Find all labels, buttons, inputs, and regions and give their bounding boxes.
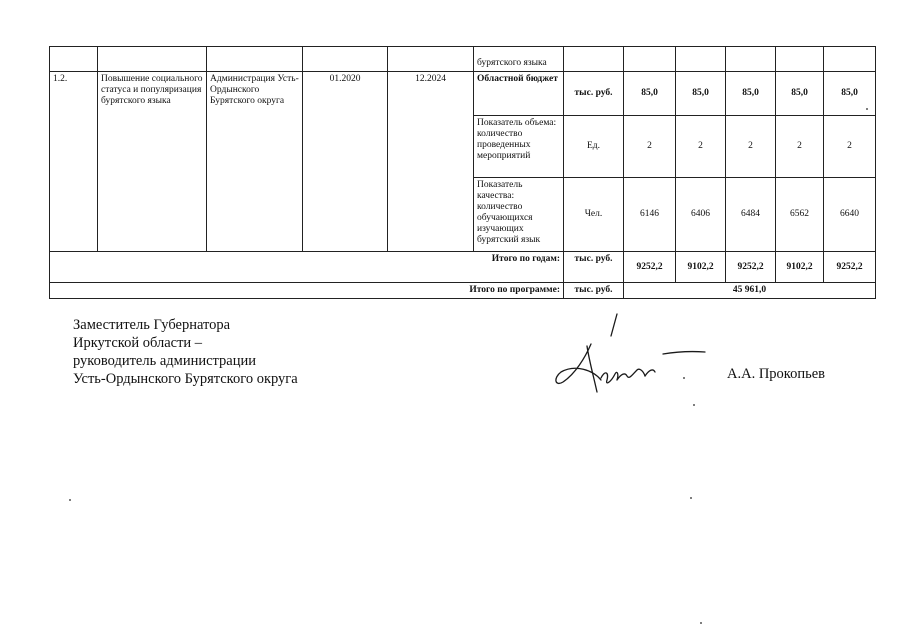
value-cell: 6484 [726,178,776,252]
row-number: 1.2. [50,72,98,252]
signatory-line: Усть-Ордынского Бурятского округа [73,371,298,387]
value-cell: 2 [726,116,776,178]
signatory-line: руководитель администрации [73,353,257,369]
table-row [50,47,876,72]
table-cell [564,47,624,72]
value-cell: 2 [624,116,676,178]
value-cell: 2 [676,116,726,178]
scan-speck [69,499,71,501]
scan-speck [690,497,692,499]
value-cell: 6562 [776,178,824,252]
table-row [50,72,876,116]
unit-cell: тыс. руб. [564,252,624,283]
value-cell: 9252,2 [726,252,776,283]
value-cell: 2 [776,116,824,178]
value-cell: 85,0 [776,72,824,116]
scan-speck [700,622,702,624]
table-row [50,283,876,299]
unit-cell: тыс. руб. [564,72,624,116]
signatory-name: А.А. Прокопьев [727,366,826,382]
value-cell: 85,0 [676,72,726,116]
unit-cell: тыс. руб. [564,283,624,299]
program-table [49,46,876,299]
start-date: 01.2020 [303,72,388,252]
signatory-line: Иркутской области – [73,335,203,351]
value-cell: 2 [824,116,876,178]
value-cell: 85,0 [726,72,776,116]
table-cell [207,47,303,72]
end-date: 12.2024 [388,72,474,252]
table-cell [50,47,98,72]
table-cell [388,47,474,72]
value-cell: 85,0 [824,72,876,116]
table-cell [676,47,726,72]
table-cell [776,47,824,72]
table-cell [624,47,676,72]
total-program-value: 45 961,0 [624,283,876,299]
indicator-label: Показатель объема: количество проведенных мероприятий [474,116,564,178]
unit-cell: Ед. [564,116,624,178]
total-program-label: Итого по программе: [50,283,564,299]
table-cell [98,47,207,72]
signatory-line: Заместитель Губернатора [73,317,231,333]
value-cell: 9102,2 [676,252,726,283]
table-cell [726,47,776,72]
value-cell: 6146 [624,178,676,252]
value-cell: 9102,2 [776,252,824,283]
scan-speck [683,377,685,379]
value-cell: 9252,2 [824,252,876,283]
signatory-title [73,316,298,388]
executor: Администрация Усть-Ордынского Бурятского округа [207,72,303,252]
indicator-label: Показатель качества: количество обучающихся изучающих бурятский язык [474,178,564,252]
value-cell: 6406 [676,178,726,252]
table-cell [824,47,876,72]
handwritten-signature [545,308,715,400]
unit-cell: Чел. [564,178,624,252]
total-years-label: Итого по годам: [50,252,564,283]
table-row [50,252,876,283]
funding-source: Областной бюджет [474,72,564,116]
scan-speck [866,108,868,110]
value-cell: 9252,2 [624,252,676,283]
value-cell: 6640 [824,178,876,252]
table-cell: бурятского языка [474,47,564,72]
activity-name: Повышение социального статуса и популяризация бурятского языка [98,72,207,252]
table-cell [303,47,388,72]
scan-speck [693,404,695,406]
value-cell: 85,0 [624,72,676,116]
